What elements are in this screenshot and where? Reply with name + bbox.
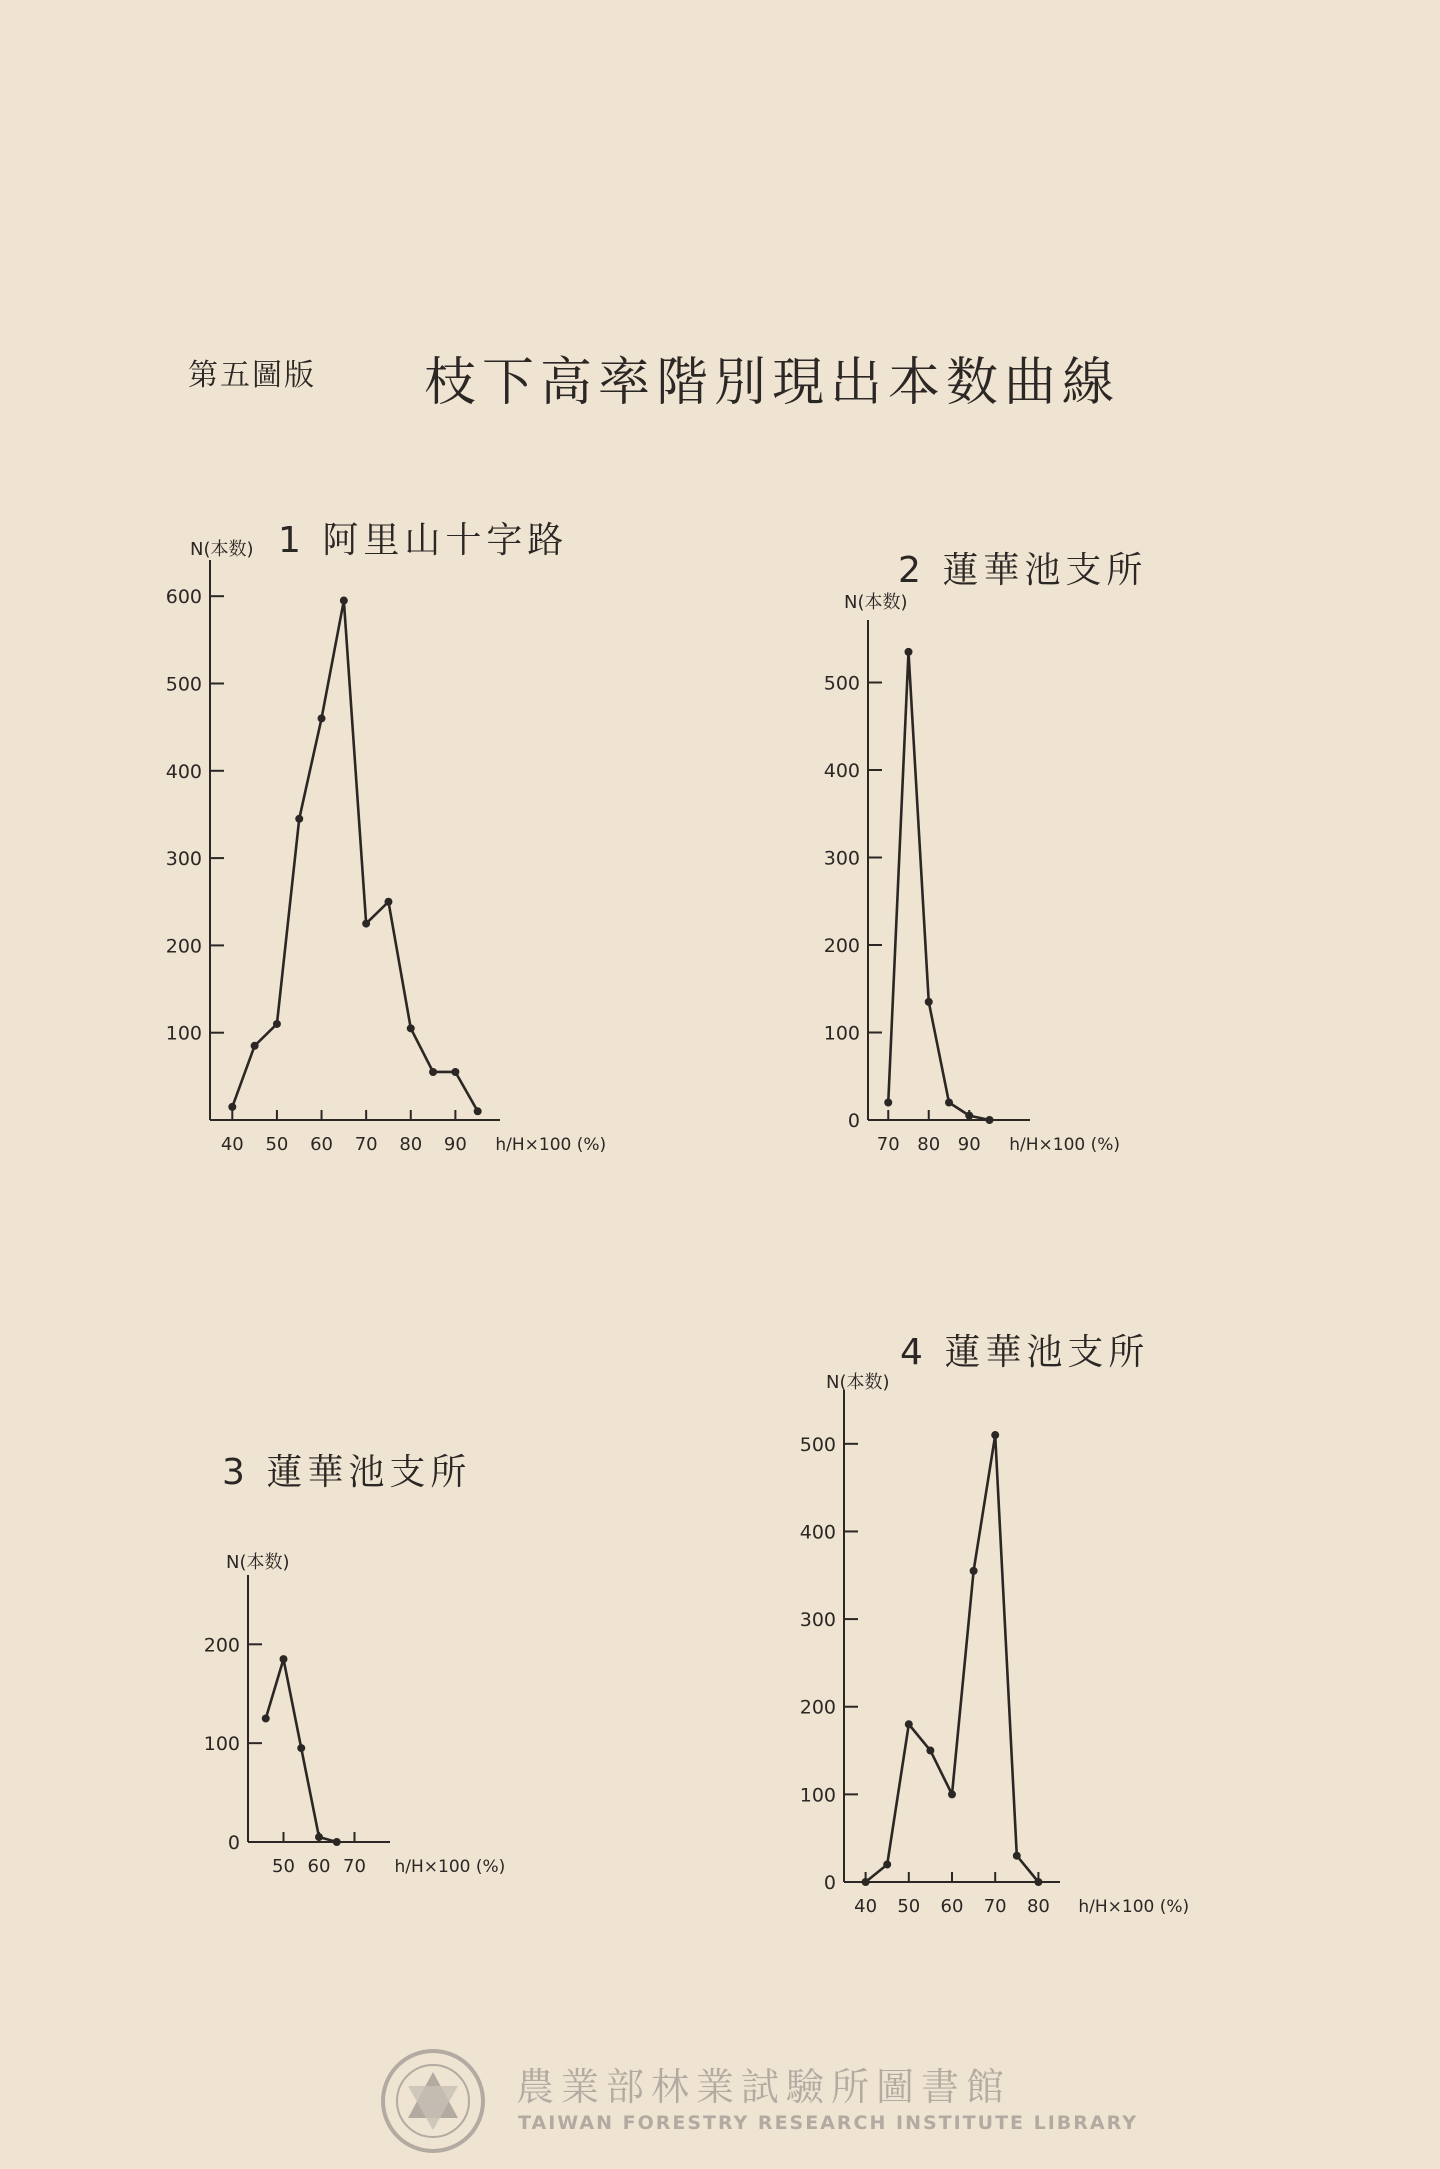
chart-3-x-tick-label: 60 — [307, 1856, 331, 1877]
chart-4-y-tick-label: 300 — [799, 1609, 836, 1632]
plate-title: 枝下高率階別現出本数曲線 — [424, 353, 1121, 413]
plate-label: 第五圖版 — [188, 358, 316, 393]
chart-2-y-tick-label: 400 — [823, 760, 860, 782]
chart-4-title: 4 蓮華池支所 — [900, 1332, 1150, 1373]
chart-2-series-line — [888, 652, 989, 1120]
chart-1-data-point — [451, 1068, 459, 1076]
chart-2-x-tick-label: 70 — [876, 1134, 900, 1155]
chart-4-series-line — [866, 1435, 1039, 1882]
chart-3-title: 3 蓮華池支所 — [222, 1452, 472, 1493]
chart-3-data-point — [333, 1838, 341, 1846]
chart-4-data-point — [1013, 1852, 1021, 1860]
chart-1-data-point — [474, 1107, 482, 1115]
chart-1-data-point — [318, 714, 326, 722]
chart-2-y-tick-label: 500 — [823, 672, 860, 695]
footer-library-name: 農業部林業試驗所圖書館 — [516, 2065, 1012, 2109]
chart-1-x-tick-label: 90 — [443, 1134, 467, 1155]
chart-4-x-tick-label: 40 — [854, 1896, 878, 1917]
chart-2-data-point — [884, 1099, 892, 1107]
chart-4-data-point — [862, 1878, 870, 1886]
chart-4-data-point — [883, 1860, 891, 1868]
chart-2-x-tick-label: 80 — [917, 1134, 941, 1155]
chart-3-data-point — [315, 1833, 323, 1841]
chart-2-y-tick-label: 200 — [823, 935, 860, 957]
chart-2-data-point — [905, 648, 913, 656]
chart-4-data-point — [1034, 1878, 1042, 1886]
chart-1-x-tick-label: 80 — [399, 1134, 423, 1155]
chart-4-y-tick-label: 500 — [799, 1433, 836, 1456]
chart-1-data-point — [251, 1042, 259, 1050]
chart-1-data-point — [407, 1024, 415, 1032]
chart-3-y-axis-label: N(本数) — [226, 1552, 290, 1573]
chart-1-x-tick-label: 70 — [354, 1134, 378, 1155]
chart-3-y-tick-label: 0 — [227, 1832, 240, 1854]
chart-4-x-tick-label: 80 — [1026, 1896, 1050, 1917]
chart-4-x-tick-label: 60 — [940, 1896, 964, 1917]
chart-4-y-tick-label: 200 — [799, 1696, 836, 1719]
chart-4-y-axis-label: N(本数) — [826, 1372, 890, 1393]
chart-4-data-point — [970, 1567, 978, 1575]
library-seal-icon — [378, 2046, 488, 2156]
chart-2-x-tick-label: 90 — [957, 1134, 981, 1155]
chart-2-y-tick-label: 0 — [847, 1110, 860, 1132]
chart-1-data-point — [273, 1020, 281, 1028]
chart-1-series-line — [232, 601, 477, 1112]
chart-2-data-point — [986, 1116, 994, 1124]
chart-4-x-axis-label: h/H×100 (%) — [1078, 1897, 1190, 1917]
chart-1-data-point — [429, 1068, 437, 1076]
chart-1-y-tick-label: 200 — [165, 935, 202, 958]
chart-4-x-tick-label: 50 — [897, 1896, 921, 1917]
chart-4-y-tick-label: 400 — [799, 1521, 836, 1544]
chart-4-data-point — [905, 1720, 913, 1728]
chart-3-x-tick-label: 50 — [272, 1856, 295, 1877]
chart-1-data-point — [340, 597, 348, 605]
chart-1-x-tick-label: 60 — [310, 1134, 333, 1155]
chart-3-data-point — [280, 1655, 288, 1663]
chart-4-x-tick-label: 70 — [983, 1896, 1007, 1917]
chart-4-y-tick-label: 100 — [799, 1784, 836, 1807]
chart-3-y-tick-label: 100 — [203, 1733, 240, 1756]
chart-1-y-tick-label: 300 — [165, 848, 202, 871]
chart-2-title: 2 蓮華池支所 — [898, 550, 1148, 591]
chart-4-data-point — [991, 1431, 999, 1439]
chart-3-y-tick-label: 200 — [203, 1634, 240, 1657]
chart-2-data-point — [945, 1099, 953, 1107]
chart-1-data-point — [362, 920, 370, 928]
chart-1-x-tick-label: 40 — [220, 1134, 244, 1155]
chart-1-y-tick-label: 400 — [165, 760, 202, 783]
chart-2-data-point — [925, 998, 933, 1006]
chart-1-y-tick-label: 600 — [165, 586, 202, 609]
chart-4-y-tick-label: 0 — [823, 1872, 836, 1894]
chart-1-y-tick-label: 500 — [165, 673, 202, 696]
chart-2-x-axis-label: h/H×100 (%) — [1009, 1135, 1121, 1155]
chart-1-title: 1 阿里山十字路 — [278, 520, 569, 561]
chart-2-y-axis-label: N(本数) — [844, 592, 908, 613]
chart-1-data-point — [295, 815, 303, 823]
chart-1-data-point — [228, 1103, 236, 1111]
chart-1-y-axis-label: N(本数) — [190, 539, 254, 560]
chart-3-data-point — [297, 1744, 305, 1752]
chart-2-y-tick-label: 300 — [823, 847, 860, 870]
footer-library-name-en: TAIWAN FORESTRY RESEARCH INSTITUTE LIBRARY — [518, 2112, 1138, 2134]
chart-1-y-tick-label: 100 — [165, 1022, 202, 1045]
chart-2-y-tick-label: 100 — [823, 1022, 860, 1045]
chart-1-x-tick-label: 50 — [265, 1134, 289, 1155]
chart-2-data-point — [965, 1112, 973, 1120]
chart-3-x-tick-label: 70 — [343, 1856, 366, 1877]
chart-1-x-axis-label: h/H×100 (%) — [495, 1135, 607, 1155]
chart-1-data-point — [384, 898, 392, 906]
chart-3-x-axis-label: h/H×100 (%) — [394, 1857, 506, 1877]
chart-4-data-point — [948, 1790, 956, 1798]
chart-4-data-point — [926, 1747, 934, 1755]
chart-3-data-point — [262, 1714, 270, 1722]
